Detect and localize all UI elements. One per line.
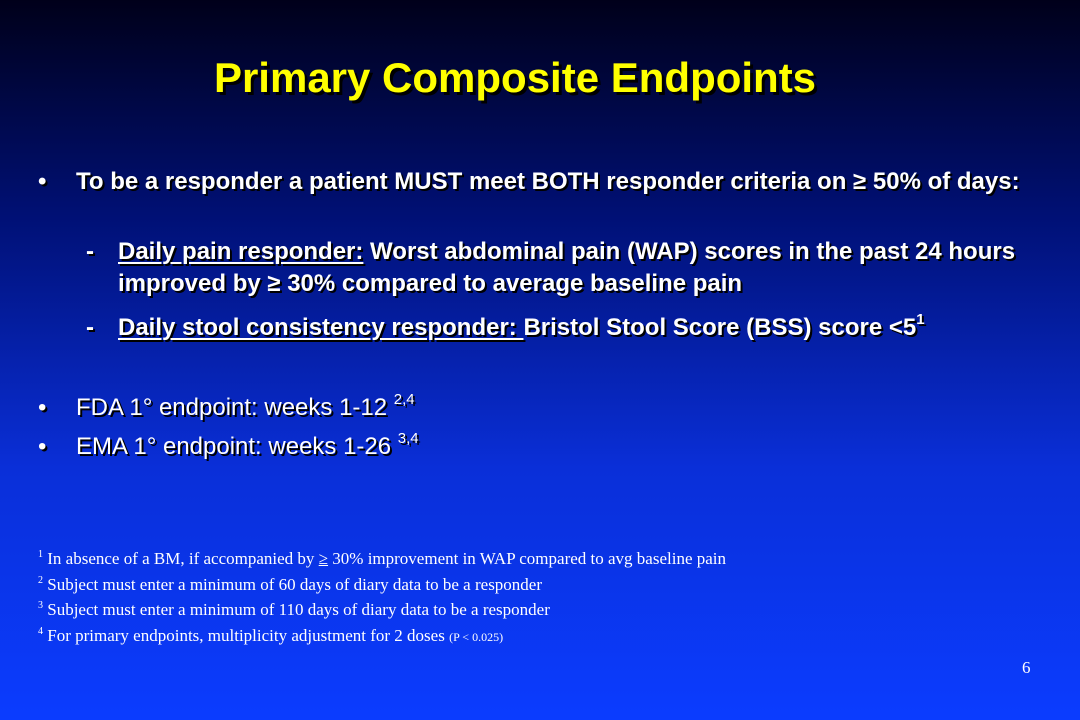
footnote-3 — [38, 597, 1018, 623]
footnote-text: Subject must enter a minimum of 110 days of diary data to be a responder — [43, 600, 550, 619]
footnote-text: 30% improvement in WAP compared to avg baseline pain — [328, 549, 727, 568]
footnote-2 — [38, 572, 1018, 598]
sub-item-body — [118, 312, 925, 344]
bullet-text: EMA 1° endpoint: weeks 1-26 — [76, 433, 398, 460]
sub-item-marker: - — [86, 314, 94, 341]
footnote-number: 1 — [38, 549, 43, 560]
sub-item-text: Worst abdominal pain (WAP) scores in the past 24 hours improved by ≥ 30% compared to average baseline pain — [118, 238, 1016, 297]
sub-item-text: Bristol Stool Score (BSS) score <5 — [523, 314, 917, 341]
footnote-1 — [38, 546, 1018, 572]
bullet-text: FDA 1° endpoint: weeks 1-12 — [76, 394, 394, 421]
sub-item-body — [118, 236, 1046, 300]
footnote-number: 4 — [38, 625, 43, 637]
footnotes — [38, 546, 1018, 650]
bullet-ema-endpoint — [38, 431, 938, 463]
bullet-body — [76, 392, 415, 424]
bullet-marker: • — [38, 433, 47, 460]
footnote-number: 2 — [38, 574, 43, 586]
page-number: 6 — [1022, 658, 1031, 677]
sub-item-footnote-ref: 1 — [916, 311, 925, 328]
sub-item-marker: - — [86, 238, 94, 265]
footnote-number: 3 — [38, 600, 43, 611]
bullet-responder-definition — [38, 166, 1028, 198]
footnote-text: For primary endpoints, multiplicity adjustment for 2 doses — [43, 625, 450, 645]
sub-item-stool-consistency — [86, 312, 1046, 344]
footnote-text: In absence of a BM, if accompanied by — [43, 549, 319, 568]
bullet-footnote-ref: 2,4 — [393, 391, 415, 408]
footnote-text: Subject must enter a minimum of 60 days of diary data to be a responder — [43, 574, 543, 594]
footnote-4 — [38, 623, 1018, 651]
bullet-body — [76, 431, 419, 463]
bullet-fda-endpoint — [38, 392, 938, 424]
footnote-symbol: ≥ — [318, 549, 329, 568]
bullet-marker: • — [38, 168, 47, 195]
bullet-marker: • — [38, 394, 47, 421]
footnote-pvalue: (P < 0.025) — [449, 629, 504, 644]
slide-title: Primary Composite Endpoints — [213, 54, 817, 101]
sub-item-daily-pain — [86, 236, 1046, 300]
sub-item-label: Daily pain responder: — [118, 238, 364, 265]
bullet-footnote-ref: 3,4 — [397, 430, 419, 447]
sub-item-label: Daily stool consistency responder: — [118, 314, 524, 341]
bullet-text: To be a responder a patient MUST meet BOTH responder criteria on ≥ 50% of days: — [76, 168, 1020, 195]
